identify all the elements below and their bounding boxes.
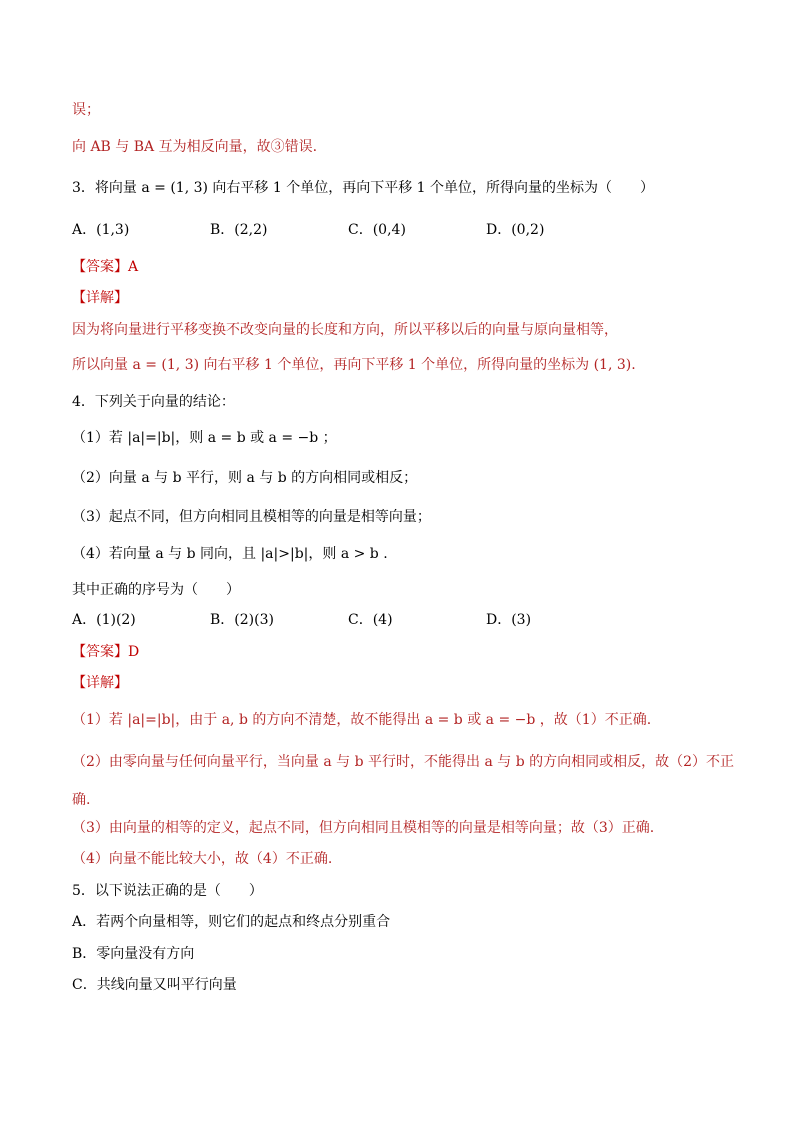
question-4-option-a: A．(1)(2)	[72, 612, 136, 628]
question-4-option-c: C．(4)	[348, 612, 393, 628]
explanation-line: 确.	[72, 792, 91, 808]
explanation-label: 【详解】	[72, 290, 128, 306]
explanation-line: （4）向量不能比较大小，故（4）不正确.	[72, 851, 333, 867]
explanation-label: 【详解】	[72, 675, 128, 691]
question-3-option-d: D．(0,2)	[486, 222, 545, 238]
question-4-option-d: D．(3)	[486, 612, 532, 628]
question-4-option-b: B．(2)(3)	[210, 612, 274, 628]
answer-label: 【答案】A	[72, 259, 139, 275]
question-3-option-c: C．(0,4)	[348, 222, 406, 238]
question-5-stem: 5．以下说法正确的是（ ）	[72, 883, 263, 899]
explanation-line: 因为将向量进行平移变换不改变向量的长度和方向，所以平移以后的向量与原向量相等，	[72, 322, 618, 338]
explanation-line: 所以向量 a = (1, 3) 向右平移 1 个单位，再向下平移 1 个单位，所得向量的坐标为 (1, 3).	[72, 357, 636, 373]
question-4-prompt: 其中正确的序号为（ ）	[72, 582, 240, 598]
question-3-option-a: A．(1,3)	[72, 222, 130, 238]
question-4-stem: 4．下列关于向量的结论：	[72, 394, 235, 410]
question-4-item: （4）若向量 a 与 b 同向，且 |a|>|b|，则 a > b .	[72, 546, 388, 562]
explanation-line: （2）由零向量与任何向量平行，当向量 a 与 b 平行时，不能得出 a 与 b 的方向相同或相反，故（2）不正	[72, 754, 735, 770]
question-4-item: （2）向量 a 与 b 平行，则 a 与 b 的方向相同或相反；	[72, 470, 418, 486]
question-4-item: （1）若 |a|=|b|，则 a = b 或 a = −b ；	[72, 430, 337, 446]
question-3-option-b: B．(2,2)	[210, 222, 268, 238]
question-3-stem: 3．将向量 a = (1, 3) 向右平移 1 个单位，再向下平移 1 个单位，所得向量的坐标为（ ）	[72, 180, 655, 196]
question-4-item: （3）起点不同，但方向相同且模相等的向量是相等向量；	[72, 509, 431, 525]
explanation-line: （3）由向量的相等的定义，起点不同，但方向相同且模相等的向量是相等向量；故（3）正确.	[72, 820, 655, 836]
explanation-line: （1）若 |a|=|b|，由于 a, b 的方向不清楚，故不能得出 a = b 或 a = −b ，故（1）不正确.	[72, 712, 652, 728]
question-5-option-c: C．共线向量又叫平行向量	[72, 977, 237, 993]
answer-label: 【答案】D	[72, 644, 140, 660]
solution-line: 误；	[72, 102, 100, 118]
question-5-option-b: B．零向量没有方向	[72, 946, 195, 962]
solution-line: 向 AB 与 BA 互为相反向量，故③错误.	[72, 139, 318, 155]
question-5-option-a: A．若两个向量相等，则它们的起点和终点分别重合	[72, 914, 391, 930]
